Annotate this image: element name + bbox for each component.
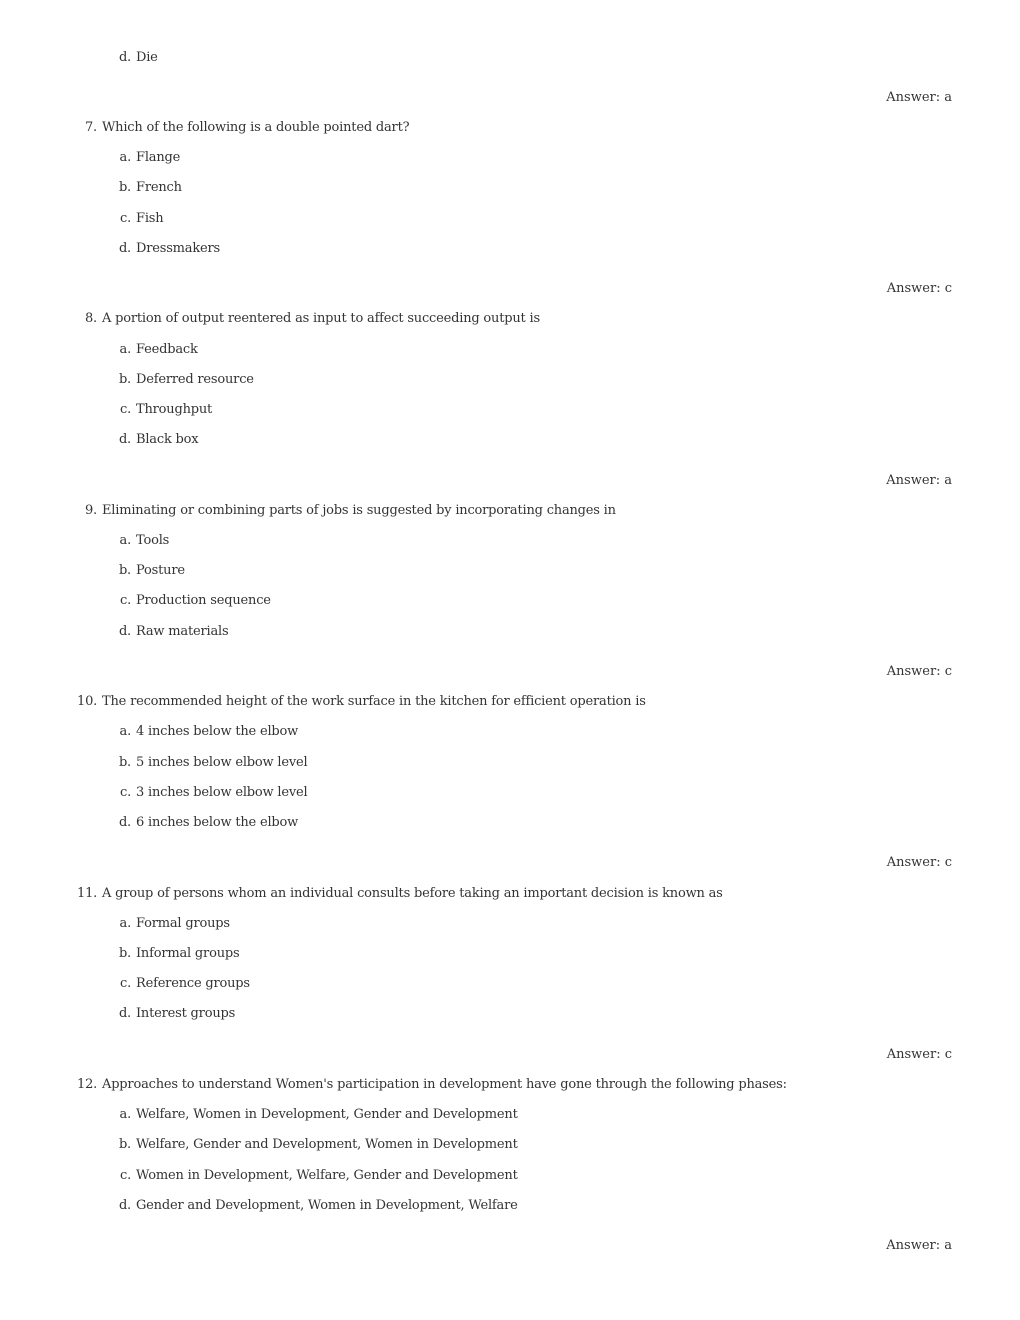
option-text: Posture [136,563,185,578]
option-letter: b. [118,372,131,387]
option-text: Tools [136,533,170,548]
option-text: Welfare, Women in Development, Gender and Development [136,1107,518,1122]
option-item [115,755,307,771]
question-item [77,1077,787,1093]
answer-label: Answer: c [886,281,952,296]
option-item [115,916,230,932]
option-letter: d. [118,1198,131,1213]
option-item [115,1168,518,1184]
question-item [77,120,409,136]
answer-label: Answer: c [886,664,952,679]
option-letter: d. [118,50,131,65]
option-letter: c. [119,1168,131,1183]
option-letter: d. [118,432,131,447]
question-number: 8. [84,311,97,326]
option-text: Black box [136,432,199,447]
option-letter: b. [118,946,131,961]
option-letter: b. [118,755,131,770]
option-letter: c. [119,785,131,800]
option-letter: a. [119,724,131,739]
option-text: Raw materials [136,624,229,639]
option-item [115,372,254,388]
question-item [77,311,540,327]
answer-label: Answer: a [886,90,952,105]
option-item [115,432,198,448]
question-text: A portion of output reentered as input to affect succeeding output is [102,311,540,326]
question-text: The recommended height of the work surface in the kitchen for efficient operation is [102,694,646,709]
option-item [115,533,169,549]
answer-label: Answer: a [886,473,952,488]
option-letter: b. [118,563,131,578]
question-number: 11. [77,886,98,901]
answer-label: Answer: c [886,855,952,870]
option-item [115,624,228,640]
option-text: Die [136,50,158,65]
question-number: 10. [77,694,98,709]
option-text: Formal groups [136,916,230,931]
option-item [115,785,307,801]
option-text: Dressmakers [136,241,221,256]
option-letter: c. [119,211,131,226]
option-item [115,815,298,831]
option-item [115,50,158,66]
option-text: Fish [136,211,164,226]
option-letter: c. [119,976,131,991]
question-item [77,694,646,710]
option-item [115,563,185,579]
option-letter: a. [119,533,131,548]
option-text: Gender and Development, Women in Development, Welfare [136,1198,518,1213]
option-text: Women in Development, Welfare, Gender and Development [136,1168,518,1183]
option-text: Deferred resource [136,372,254,387]
option-text: 5 inches below elbow level [136,755,308,770]
option-item [115,593,271,609]
question-number: 12. [77,1077,98,1092]
option-item [115,402,212,418]
question-text: A group of persons whom an individual consults before taking an important decision is known as [102,886,723,901]
question-item [77,886,723,902]
question-item [77,503,616,519]
option-text: Welfare, Gender and Development, Women in Development [136,1137,518,1152]
option-text: Informal groups [136,946,240,961]
option-item [115,241,220,257]
option-text: 3 inches below elbow level [136,785,308,800]
option-text: Feedback [136,342,198,357]
option-item [115,1198,518,1214]
option-item [115,976,250,992]
option-item [115,724,298,740]
option-letter: a. [119,150,131,165]
option-item [115,1137,518,1153]
option-text: 4 inches below the elbow [136,724,299,739]
option-item [115,1107,518,1123]
option-text: Throughput [136,402,213,417]
option-letter: a. [119,916,131,931]
option-item [115,150,180,166]
question-text: Eliminating or combining parts of jobs is suggested by incorporating changes in [102,503,616,518]
option-item [115,1006,235,1022]
option-letter: b. [118,1137,131,1152]
question-text: Approaches to understand Women's participation in development have gone through the following phases: [102,1077,787,1092]
option-letter: c. [119,593,131,608]
option-text: Production sequence [136,593,271,608]
option-item [115,180,182,196]
question-number: 7. [84,120,97,135]
option-letter: a. [119,1107,131,1122]
option-letter: d. [118,1006,131,1021]
answer-label: Answer: c [886,1047,952,1062]
option-letter: a. [119,342,131,357]
option-text: French [136,180,182,195]
option-text: Flange [136,150,181,165]
option-item [115,211,163,227]
option-item [115,342,198,358]
option-letter: d. [118,815,131,830]
question-number: 9. [84,503,97,518]
option-text: Interest groups [136,1006,236,1021]
option-letter: c. [119,402,131,417]
answer-label: Answer: a [886,1238,952,1253]
option-letter: d. [118,241,131,256]
option-letter: d. [118,624,131,639]
option-text: 6 inches below the elbow [136,815,299,830]
option-letter: b. [118,180,131,195]
question-text: Which of the following is a double pointed dart? [102,120,410,135]
option-item [115,946,239,962]
option-text: Reference groups [136,976,250,991]
